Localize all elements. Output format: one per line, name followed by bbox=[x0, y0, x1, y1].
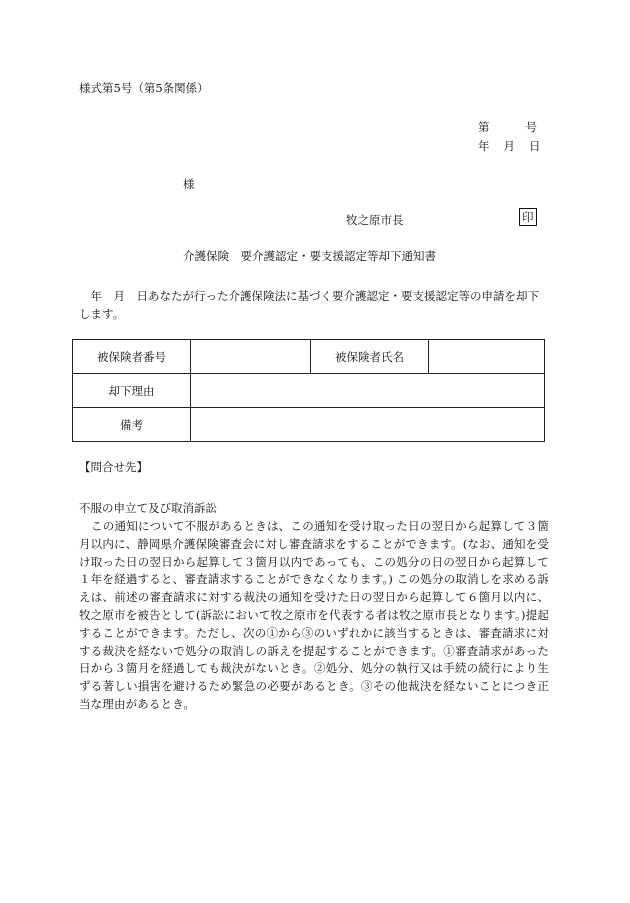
number-prefix: 第 bbox=[478, 120, 490, 134]
document-title: 介護保険 要介護認定・要支援認定等却下通知書 bbox=[183, 249, 436, 263]
intro-paragraph: 年 月 日あなたが行った介護保険法に基づく要介護認定・要支援認定等の申請を却下します。 bbox=[79, 289, 539, 321]
insured-name-label: 被保険者氏名 bbox=[311, 340, 429, 374]
table-row bbox=[73, 408, 545, 442]
addressee-suffix: 様 bbox=[183, 177, 195, 191]
appeal-body: この通知について不服があるときは、この通知を受け取った日の翌日から起算して３箇月以内に、静岡県介護保険審査会に対し審査請求をすることができます。(なお、通知を受け取った日の翌日から起算して３箇月以内であっても、この処分の日の翌日から起算して１年を経過すると、審査請求することができなくなります。) この処分の取消しを求める訴えは、前述の審査請求に対する裁決の通知を受けた日の翌日から起算して６箇月以内に、牧之原市を被告として(訴訟において牧之原市を代表する者は牧之原市長となります。)提起することができます。ただし、次の①から③のいずれかに該当するときは、審査請求に対する裁決を経ないで処分の取消しの訴えを提起することができます。①審査請求があった日から３箇月を経過しても裁決がないとき。②処分、処分の執行又は手続の続行により生ずる著しい損害を避けるため緊急の必要があるとき。③その他裁決を経ないことにつき正当な理由があるとき。 bbox=[79, 519, 549, 711]
insured-name-field bbox=[429, 340, 545, 374]
remarks-label: 備考 bbox=[73, 408, 191, 442]
date-month: 月 bbox=[503, 139, 515, 153]
insured-number-field bbox=[191, 340, 311, 374]
remarks-field bbox=[191, 408, 545, 442]
number-suffix: 号 bbox=[525, 120, 537, 134]
insured-number-label: 被保険者番号 bbox=[73, 340, 191, 374]
rejection-reason-label: 却下理由 bbox=[73, 374, 191, 408]
form-number: 様式第5号（第5条関係） bbox=[79, 81, 209, 95]
issuer-name: 牧之原市長 bbox=[346, 213, 404, 227]
seal-stamp: 印 bbox=[519, 208, 537, 226]
appeal-heading: 不服の申立て及び取消訴訟 bbox=[79, 501, 217, 515]
table-row bbox=[73, 340, 545, 374]
date-day: 日 bbox=[529, 139, 541, 153]
insured-info-table bbox=[72, 339, 545, 442]
date-year: 年 bbox=[478, 139, 490, 153]
document-number-line bbox=[478, 119, 537, 135]
contact-label: 【問合せ先】 bbox=[79, 460, 148, 474]
rejection-reason-field bbox=[191, 374, 545, 408]
date-line bbox=[478, 138, 541, 154]
table-row bbox=[73, 374, 545, 408]
